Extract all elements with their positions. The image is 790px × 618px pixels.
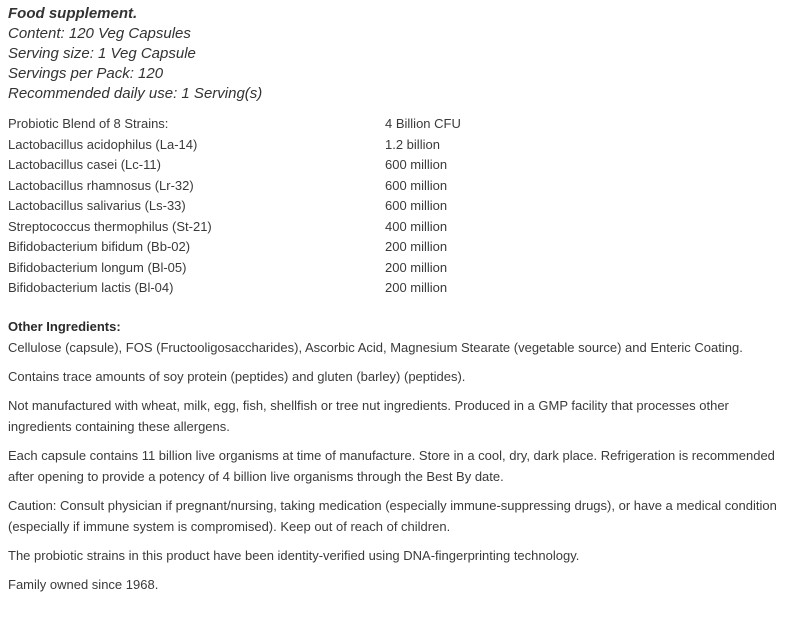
strain-amount: 600 million (385, 157, 448, 172)
table-row (8, 217, 783, 238)
strain-name: Probiotic Blend of 8 Strains: (8, 116, 169, 131)
other-ingredients-paragraph (8, 316, 783, 358)
notes-section (8, 316, 783, 595)
table-row (8, 258, 783, 279)
manufacturing-paragraph: Not manufactured with wheat, milk, egg, fish, shellfish or tree nut ingredients. Produced in a GMP facility that processes other ingredients containing these allergens. (8, 397, 729, 434)
strain-name: Bifidobacterium lactis (Bl-04) (8, 280, 174, 295)
table-row (8, 155, 783, 176)
strain-name: Bifidobacterium bifidum (Bb-02) (8, 239, 191, 254)
recommended-daily-use-line: Recommended daily use: 1 Serving(s) (8, 85, 263, 102)
probiotic-table (8, 114, 783, 299)
strain-amount: 200 million (385, 259, 448, 275)
storage-paragraph: Each capsule contains 11 billion live organisms at time of manufacture. Store in a cool, dry, dark place. Refrigeration is recommended after opening to provide a potency of 4 billion live organisms through the Best By date. (8, 447, 775, 484)
allergen-trace-paragraph: Contains trace amounts of soy protein (peptides) and gluten (barley) (peptides). (8, 368, 466, 384)
table-row (8, 176, 783, 197)
serving-size-line: Serving size: 1 Veg Capsule (8, 45, 196, 62)
dna-verified-paragraph: The probiotic strains in this product have been identity-verified using DNA-fingerprinting technology. (8, 547, 580, 563)
other-ingredients-body: Cellulose (capsule), FOS (Fructooligosaccharides), Ascorbic Acid, Magnesium Stearate (vegetable source) and Enteric Coating. (8, 339, 743, 355)
strain-amount: 600 million (385, 198, 448, 213)
table-row (8, 135, 783, 156)
table-row (8, 196, 783, 217)
family-owned-paragraph: Family owned since 1968. (8, 576, 159, 592)
strain-amount: 400 million (385, 218, 448, 234)
strain-amount: 600 million (385, 177, 448, 193)
strain-name: Lactobacillus rhamnosus (Lr-32) (8, 177, 194, 193)
strain-name: Lactobacillus casei (Lc-11) (8, 157, 161, 172)
strain-amount: 1.2 billion (385, 136, 440, 152)
content-line: Content: 120 Veg Capsules (8, 25, 191, 42)
strain-name: Streptococcus thermophilus (St-21) (8, 218, 212, 234)
other-ingredients-heading: Other Ingredients: (8, 318, 121, 334)
supplement-header (8, 4, 783, 104)
strain-name: Lactobacillus acidophilus (La-14) (8, 136, 198, 152)
strain-amount: 200 million (385, 239, 448, 254)
table-row (8, 237, 783, 258)
strain-amount: 200 million (385, 280, 448, 295)
food-supplement-title: Food supplement. (8, 5, 138, 22)
strain-name: Bifidobacterium longum (Bl-05) (8, 259, 187, 275)
caution-paragraph: Caution: Consult physician if pregnant/nursing, taking medication (especially immune-suppressing drugs), or have a medical condition (especially if immune system is compromised). Keep out of reach of children. (8, 497, 777, 534)
table-row (8, 114, 783, 135)
table-row (8, 278, 783, 299)
strain-amount: 4 Billion CFU (385, 116, 461, 131)
servings-per-pack-line: Servings per Pack: 120 (8, 65, 164, 82)
strain-name: Lactobacillus salivarius (Ls-33) (8, 198, 186, 213)
